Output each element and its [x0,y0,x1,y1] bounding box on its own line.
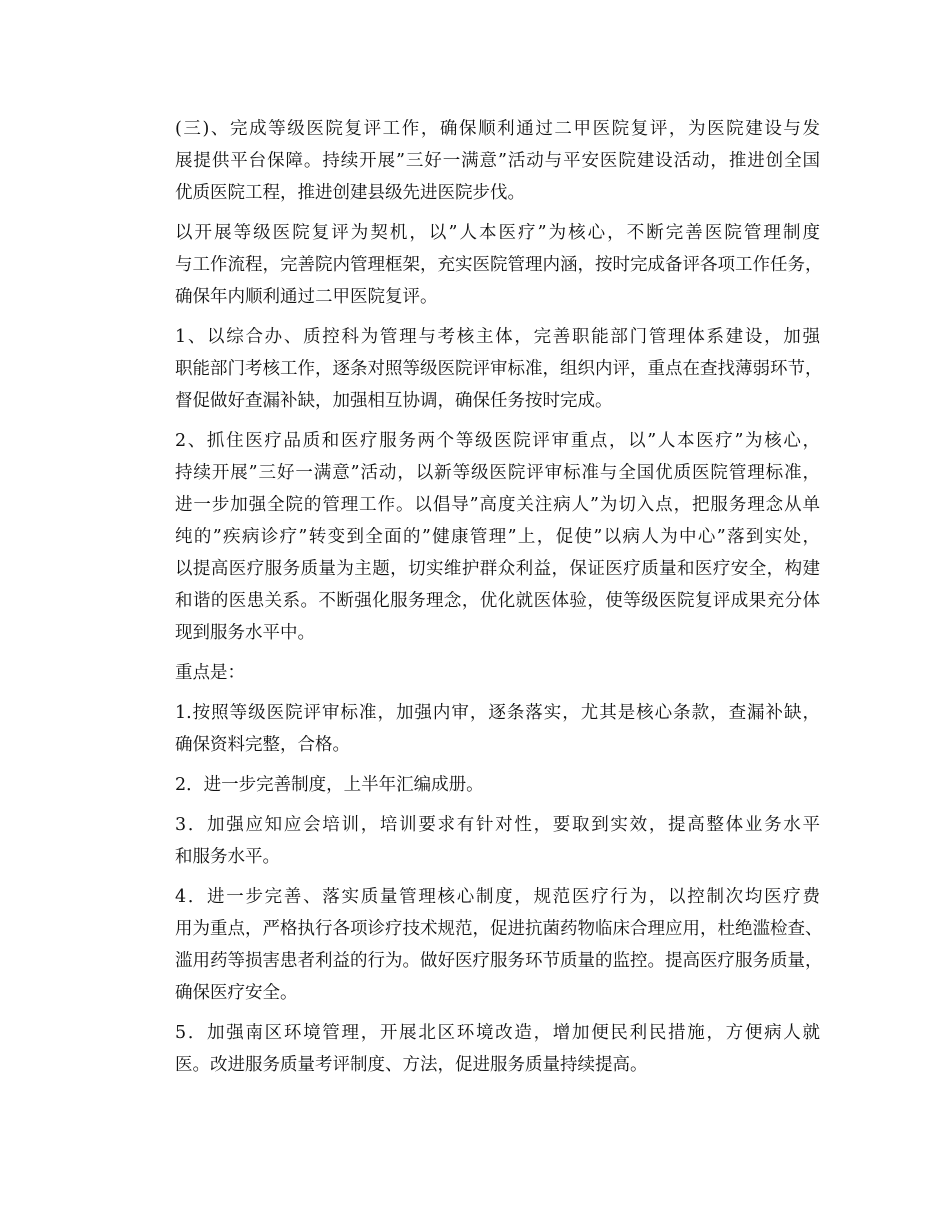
text-line: 确保医疗安全。 [175,983,298,1003]
text-line: 重点是： [175,663,245,683]
text-line: 医。改进服务质量考评制度、方法，促进服务质量持续提高。 [175,1055,648,1075]
text-line: 和谐的医患关系。不断强化服务理念，优化就医体验，使等级医院复评成果充分体 [175,591,820,611]
text-line: 以开展等级医院复评为契机，以”人本医疗”为核心，不断完善医院管理制度 [175,223,820,243]
text-line: 1.按照等级医院评审标准，加强内审，逐条落实，尤其是核心条款，查漏补缺， [175,703,820,723]
text-line: (三)、完成等级医院复评工作，确保顺利通过二甲医院复评，为医院建设与发 [175,119,820,139]
document-body [140,113,823,1089]
text-line: 优质医院工程，推进创建县级先进医院步伐。 [175,183,525,203]
body-paragraph [140,769,820,801]
text-line: 2．进一步完善制度，上半年汇编成册。 [175,775,484,795]
text-line: 职能部门考核工作，逐条对照等级医院评审标准，组织内评，重点在查找薄弱环节， [175,359,823,379]
text-line: 确保资料完整，合格。 [175,735,350,755]
text-line: 1、以综合办、质控科为管理与考核主体，完善职能部门管理体系建设，加强 [175,327,820,347]
text-line: 滥用药等损害患者利益的行为。做好医疗服务环节质量的监控。提高医疗服务质量， [175,951,823,971]
text-line: 展提供平台保障。持续开展”三好一满意”活动与平安医院建设活动，推进创全国 [175,151,820,171]
body-paragraph [140,809,820,873]
text-line: 确保年内顺利通过二甲医院复评。 [175,287,438,307]
text-line: 用为重点，严格执行各项诊疗技术规范，促进抗菌药物临床合理应用，杜绝滥检查、 [175,919,823,939]
body-paragraph [140,881,823,1009]
body-paragraph [140,425,820,649]
text-line: 2、抓住医疗品质和医疗服务两个等级医院评审重点，以”人本医疗”为核心， [175,431,820,451]
text-line: 现到服务水平中。 [175,623,315,643]
body-paragraph [140,697,820,761]
body-paragraph [140,321,823,417]
body-paragraph [140,657,820,689]
text-line: 5．加强南区环境管理，开展北区环境改造，增加便民利民措施，方便病人就 [175,1023,820,1043]
body-paragraph [140,217,823,313]
text-line: 持续开展”三好一满意”活动，以新等级医院评审标准与全国优质医院管理标准， [175,463,820,483]
text-line: 纯的”疾病诊疗”转变到全面的”健康管理”上，促使”以病人为中心”落到实处， [175,527,820,547]
text-line: 以提高医疗服务质量为主题，切实维护群众利益，保证医疗质量和医疗安全，构建 [175,559,820,579]
body-paragraph [140,113,820,209]
text-line: 3．加强应知应会培训，培训要求有针对性，要取到实效，提高整体业务水平 [175,815,820,835]
text-line: 与工作流程，完善院内管理框架，充实医院管理内涵，按时完成备评各项工作任务， [175,255,823,275]
text-line: 和服务水平。 [175,847,280,867]
text-line: 督促做好查漏补缺，加强相互协调，确保任务按时完成。 [175,391,613,411]
text-line: 4．进一步完善、落实质量管理核心制度，规范医疗行为，以控制次均医疗费 [175,887,820,907]
text-line: 进一步加强全院的管理工作。以倡导”高度关注病人”为切入点，把服务理念从单 [175,495,820,515]
body-paragraph [140,1017,820,1081]
